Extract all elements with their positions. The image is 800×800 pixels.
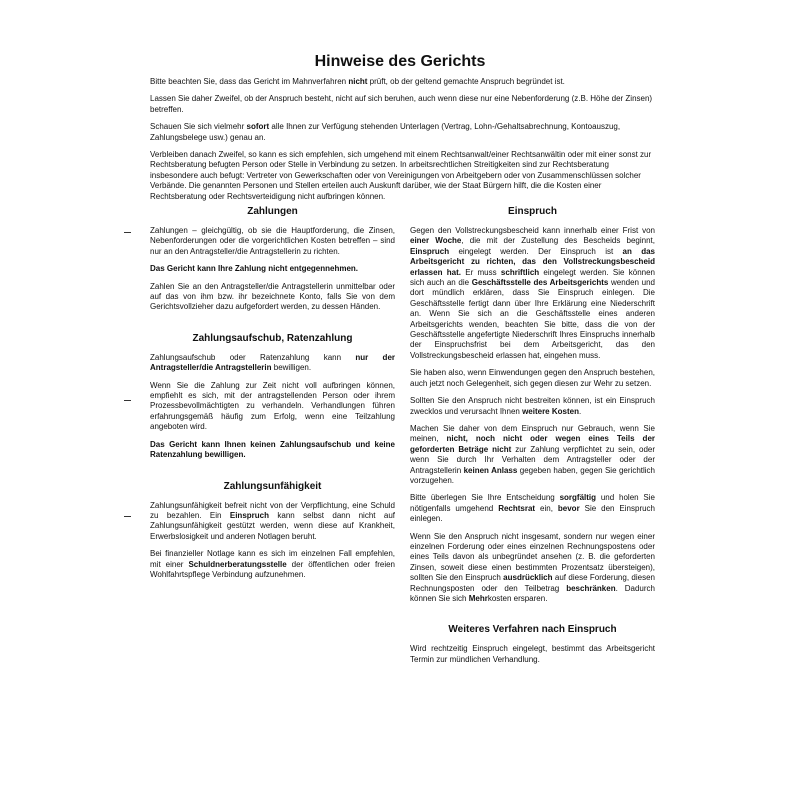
bold-text: nur der Antragsteller/die Antragstellerin	[150, 352, 396, 373]
text-segment: auf diese Forderung, diesen Rechnungsposten oder den Teilbetrag	[410, 573, 656, 593]
section-paragraph	[150, 501, 395, 543]
section-paragraph	[150, 264, 395, 274]
fold-mark	[124, 400, 131, 401]
bold-text: Rechtsrat	[498, 503, 536, 513]
text-segment: , die mit der Zustellung des Bescheids beginnt,	[461, 236, 656, 246]
section-paragraph	[410, 644, 655, 665]
text-segment: Zahlungsaufschub oder Ratenzahlung kann	[150, 352, 356, 362]
intro-paragraph	[150, 94, 655, 115]
section-heading: Zahlungsaufschub, Ratenzahlung	[192, 332, 353, 344]
section-paragraph	[150, 226, 395, 257]
fold-mark	[124, 232, 131, 233]
bold-text: sorgfältig	[559, 493, 597, 503]
bold-text: Einspruch	[410, 246, 450, 256]
bold-text: nicht	[348, 77, 368, 86]
text-segment: Bei finanzieller Notlage kann es sich im einzelnen Fall empfehlen, mit einer	[150, 549, 395, 569]
bold-text: beschränken	[566, 583, 616, 593]
left-column	[150, 206, 395, 587]
text-segment: Sie den Einspruch einlegen.	[410, 503, 656, 524]
bold-text: sofort	[246, 122, 270, 132]
section-heading: Zahlungsunfähigkeit	[223, 480, 322, 492]
section-paragraph	[150, 353, 395, 374]
section-paragraph	[150, 381, 395, 433]
text-segment: der öffentlichen oder freien Wohlfahrtspflege Verbindung aufzunehmen.	[150, 559, 395, 579]
bold-text: Das Gericht kann Ihnen keinen Zahlungsaufschub und keine Ratenzahlung bewilligen.	[150, 439, 395, 460]
bold-text: Geschäftsstelle des Arbeitsgerichts	[471, 278, 609, 288]
bold-text: Einspruch	[229, 510, 269, 520]
text-segment: bewilligen.	[271, 363, 312, 373]
bold-text: nicht, noch nicht oder wegen eines Teils der geforderten Beträge nicht	[410, 434, 656, 454]
section-heading: Einspruch	[508, 206, 557, 217]
text-segment: Wenn Sie die Zahlung zur Zeit nicht voll aufbringen können, empfiehlt es sich, mit der antragstellenden Person oder ihrem Prozessbevollmächtigten zu verhandeln. Verhandlungen führen erfahrungsgemäß häufig zum Erfolg, wenn eine Teilzahlung angeboten wird.	[150, 380, 395, 432]
bold-text: Das Gericht kann Ihre Zahlung nicht entgegennehmen.	[150, 264, 359, 274]
section-heading: Weiteres Verfahren nach Einspruch	[448, 624, 617, 636]
right-column	[410, 206, 655, 672]
bold-text: weitere Kosten	[522, 406, 579, 416]
section-paragraph	[150, 440, 395, 461]
text-segment: Verbleiben danach Zweifel, so kann es sich empfehlen, sich umgehend mit einem Rechtsanwalt/einer Rechtsanwältin oder mit einer sonst zur Rechtsberatung befugten Person oder Stelle in Verbindung zu setzen. In arbeitsrechtlichen Streitigkeiten sind zur Rechtsberatung insbesondere auch befugt: Vertreter von Gewerkschaften oder von Vereinigungen von Arbeitgebern oder von Zusammenschlüssen solcher Verbände. Die genannten Personen und Stellen erteilen auch Auskunft darüber, wie der Staat Bürgern hilft, die die Kosten einer Rechtsberatung oder Rechtsverteidigung nicht aufbringen können.	[150, 150, 652, 201]
text-segment: kann selbst dann nicht auf Zahlungsunfähigkeit gestützt werden, wenn diese auf Krankheit, Erwerbslosigkeit und anderen Notlagen beruht.	[150, 510, 395, 541]
text-segment: wenden und dort mündlich erklären, dass Sie Einspruch einlegen. Die Geschäftsstelle fertigt dann über Ihre Erklärung eine Niederschrift an. Wenn Sie sich an die Geschäftsstelle eines anderen Arbeitsgerichts wenden, beachten Sie bitte, dass die von der Geschäftsstelle angefertigte Niederschrift Ihres Einspruchs innerhalb der Einspruchsfrist bei dem Arbeitsgericht, das den Vollstreckungsbescheid erlassen hat, eingehen muss.	[410, 278, 655, 360]
text-segment: zur Zahlung verpflichtet zu sein, oder wenn Sie durch Ihr Verhalten dem Antragsteller oder der Antragstellerin	[410, 444, 655, 475]
bold-text: an das Arbeitsgericht zu richten, das den Vollstreckungsbescheid erlassen hat.	[410, 246, 656, 277]
text-segment: Zahlungen – gleichgültig, ob sie die Hauptforderung, die Zinsen, Nebenforderungen oder die vorgerichtlichen Kosten betreffen – sind nur an den Antragsteller/die Antragstellerin zu richten.	[150, 226, 395, 256]
text-segment: alle Ihnen zur Verfügung stehenden Unterlagen (Vertrag, Lohn-/Gehaltsabrechnung, Kontoauszug, Zahlungsbelege usw.) genau an.	[150, 122, 621, 142]
text-segment: Wenn Sie den Anspruch nicht insgesamt, sondern nur wegen einer einzelnen Forderung oder eines einzelnen Rechnungspostens oder eines Teils davon als unbegründet ansehen (z. B. die geforderten Zinsen, soweit diese einen bestimmten Prozentsatz übersteigen), sollten Sie den Einspruch	[410, 531, 655, 583]
section-paragraph	[410, 226, 655, 361]
intro-paragraph	[150, 150, 655, 202]
section-paragraph	[150, 549, 395, 580]
text-segment: gegeben haben, gegen Sie gerichtlich vorzugehen.	[410, 465, 655, 485]
section-heading: Zahlungen	[247, 206, 298, 217]
section-paragraph	[410, 396, 655, 417]
intro-section	[150, 77, 655, 209]
bold-text: keinen Anlass	[463, 465, 518, 475]
bold-text: bevor	[557, 503, 580, 513]
text-segment: Gegen den Vollstreckungsbescheid kann innerhalb einer Frist von	[410, 226, 655, 235]
section-paragraph	[410, 368, 655, 389]
text-segment: prüft, ob der geltend gemachte Anspruch begründet ist.	[367, 77, 565, 86]
section-paragraph	[410, 493, 655, 524]
bold-text: schriftlich	[500, 267, 540, 277]
text-segment: Zahlen Sie an den Antragsteller/die Antragstellerin unmittelbar oder auf das von ihm bzw. ihr bezeichnete Konto, falls Sie von dem Gerichtsvollzieher dazu aufgefordert werden, zu dessen Händen.	[150, 281, 395, 312]
text-segment: und holen Sie nötigenfalls umgehend	[410, 493, 655, 513]
text-segment: Schauen Sie sich vielmehr	[150, 122, 247, 132]
text-segment: Lassen Sie daher Zweifel, ob der Anspruch besteht, nicht auf sich beruhen, auch wenn diese nur eine Nebenforderung (z.B. Höhe der Zinsen) betreffen.	[150, 94, 653, 114]
text-segment: Machen Sie daher von dem Einspruch nur Gebrauch, wenn Sie meinen,	[410, 423, 655, 444]
section-paragraph	[150, 282, 395, 313]
text-segment: Bitte beachten Sie, dass das Gericht im Mahnverfahren	[150, 77, 349, 86]
text-segment: .	[578, 406, 582, 416]
text-segment: kosten ersparen.	[487, 594, 548, 603]
text-segment: eingelegt werden. Sie können sich auch an die	[410, 267, 655, 288]
intro-paragraph	[150, 122, 655, 143]
section-paragraph	[410, 532, 655, 605]
text-segment: Sollten Sie den Anspruch nicht bestreiten können, ist ein Einspruch zwecklos und verursacht Ihnen	[410, 396, 655, 416]
text-segment: ein,	[535, 503, 558, 513]
text-segment: eingelegt werden. Der Einspruch ist	[449, 246, 623, 256]
bold-text: Mehr	[468, 594, 488, 603]
text-segment: Zahlungsunfähigkeit befreit nicht von der Verpflichtung, eine Schuld zu bezahlen. Ein	[150, 500, 395, 520]
bold-text: ausdrücklich	[503, 573, 553, 583]
bold-text: einer Woche	[410, 236, 462, 246]
fold-mark	[124, 516, 131, 517]
section-paragraph	[410, 424, 655, 486]
text-segment: . Dadurch können Sie sich	[410, 583, 655, 603]
text-segment: Sie haben also, wenn Einwendungen gegen den Anspruch bestehen, auch jetzt noch Gelegenheit, sich gegen diesen zur Wehr zu setzen.	[410, 368, 655, 388]
text-segment: Er muss	[460, 267, 501, 277]
text-segment: Bitte überlegen Sie Ihre Entscheidung	[410, 493, 560, 503]
intro-paragraph	[150, 77, 655, 87]
text-segment: Wird rechtzeitig Einspruch eingelegt, bestimmt das Arbeitsgericht Termin zur mündlichen Verhandlung.	[410, 644, 655, 664]
bold-text: Schuldnerberatungsstelle	[188, 559, 287, 569]
page-title: Hinweise des Gerichts	[314, 53, 486, 70]
